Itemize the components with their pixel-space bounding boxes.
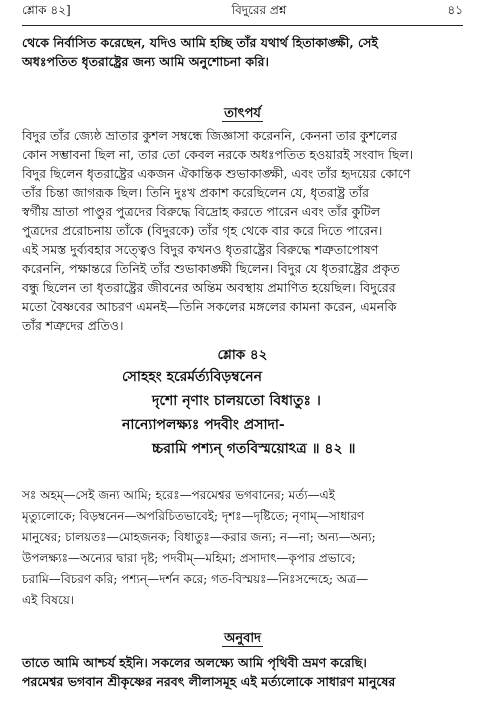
header-page-number: ৪১ bbox=[447, 3, 463, 17]
text-line: অধঃপতিত ধৃতরাষ্ট্রের জন্য আমি অনুশোচনা করি। bbox=[22, 54, 270, 69]
header-chapter-title: বিদুরের প্রশ্ন bbox=[231, 3, 287, 17]
text-line: মতো বৈষ্ণবের আচরণ এমনই—তিনি সকলের মঙ্গলের কামনা করেন, এমনকি bbox=[22, 299, 397, 314]
text-line: তাঁর শত্রুদের প্রতিও। bbox=[22, 318, 124, 333]
purport-heading-text: তাৎপর্য bbox=[224, 106, 261, 121]
purport-heading bbox=[0, 104, 485, 125]
text-line: সঃ অহম্—সেই জন্য আমি; হরেঃ—পরমেশ্বর ভগবানের; মর্ত্য—এই bbox=[22, 488, 336, 502]
text-line: মানুষের; চালয়তঃ—মোহজনক; বিধাতুঃ—করার জন্য; ন—না; অন্য—অন্য; bbox=[22, 530, 376, 544]
text-line: বিদুর তাঁর জ্যেষ্ঠ ভ্রাতার কুশল সম্বন্ধে জিজ্ঞাসা করেননি, কেননা তার কুশলের bbox=[22, 128, 398, 143]
text-line: তাতে আমি আশ্চর্য হইনি। সকলের অলক্ষ্যে আমি পৃথিবী ভ্রমণ করেছি। bbox=[22, 655, 367, 670]
text-line: এই সমস্ত দুর্ব্যবহার সত্ত্বেও বিদুর কখনও ধৃতরাষ্ট্রের বিরুদ্ধে শত্রুতাপোষণ bbox=[22, 242, 379, 257]
header-verse-ref: শ্লোক ৪২] bbox=[22, 3, 71, 17]
text-line: করেননি, পক্ষান্তরে তিনিই তাঁর শুভাকাঙ্ক্ষী ছিলেন। বিদুর যে ধৃতরাষ্ট্রের প্রকৃত bbox=[22, 261, 400, 276]
translation-heading-text: অনুবাদ bbox=[224, 631, 261, 646]
translation-paragraph bbox=[22, 653, 463, 691]
text-line: বিদুর ছিলেন ধৃতরাষ্ট্রের একজন ঐকান্তিক শুভাকাঙ্ক্ষী, এবং তাঁর হৃদয়ের কোণে bbox=[22, 166, 411, 181]
text-line: থেকে নির্বাসিত করেছেন, যদিও আমি হচ্ছি তাঁর যথার্থ হিতাকাঙ্ক্ষী, সেই bbox=[22, 35, 378, 50]
previous-translation-continuation bbox=[22, 33, 463, 71]
text-line: এই বিষয়ে। bbox=[22, 593, 75, 607]
text-line: উপলক্ষ্যঃ—অন্যের দ্বারা দৃষ্ট; পদবীম্—মহিমা; প্রসাদাৎ—কৃপার প্রভাবে; bbox=[22, 551, 356, 565]
text-line: পরমেশ্বর ভগবান শ্রীকৃষ্ণের নরবৎ লীলাসমূহ এই মর্ত্যলোকে সাধারণ মানুষের bbox=[22, 674, 396, 689]
page-header bbox=[22, 3, 463, 22]
verse-line: চ্চরামি পশ্যন্ গতবিস্ময়োঽত্র ॥ ৪২ ॥ bbox=[152, 441, 356, 457]
text-line: পুত্রদের প্ররোচনায় তাঁকে (বিদুরকে) তাঁর গৃহ থেকে বার করে দিতে পারেন। bbox=[22, 223, 383, 238]
purport-paragraph bbox=[22, 126, 463, 335]
verse-line: দৃশো নৃণাং চালয়তো বিধাতুঃ । bbox=[152, 393, 321, 409]
verse-title: শ্লোক ৪২ bbox=[217, 347, 268, 363]
verse-line: সোহহং হরের্মর্ত্যবিড়ম্বনেন bbox=[122, 369, 262, 385]
text-line: মৃত্যুলোকে; বিড়ম্বনেন—অপরিচিতভাবেই; দৃশঃ—দৃষ্টিতে; নৃণাম্—সাধারণ bbox=[22, 509, 365, 523]
synonyms-paragraph bbox=[22, 485, 463, 611]
text-line: তাঁর চিন্তা জাগরূক ছিল। তিনি দুঃখ প্রকাশ করেছিলেন যে, ধৃতরাষ্ট্র তাঁর bbox=[22, 185, 370, 200]
text-line: বন্ধু ছিলেন তা ধৃতরাষ্ট্রের জীবনের অন্তিম অবস্থায় প্রমাণিত হয়েছিল। বিদুরের bbox=[22, 280, 396, 295]
verse-line: নান্যোপলক্ষ্যঃ পদবীং প্রসাদা- bbox=[122, 417, 285, 433]
translation-heading bbox=[0, 629, 485, 650]
text-line: চরামি—বিচরণ করি; পশ্যন্—দর্শন করে; গত-বিস্ময়ঃ—নিঃসন্দেহে; অত্র— bbox=[22, 572, 369, 586]
text-line: স্বর্গীয় ভ্রাতা পাণ্ডুর পুত্রদের বিরুদ্ধে বিদ্রোহ করতে পারেন এবং তাঁর কুটিল bbox=[22, 204, 381, 219]
header-divider bbox=[22, 25, 463, 26]
text-line: কোন সম্ভাবনা ছিল না, তার তো কেবল নরকে অধঃপতিত হওয়ারই সংবাদ ছিল। bbox=[22, 147, 414, 162]
